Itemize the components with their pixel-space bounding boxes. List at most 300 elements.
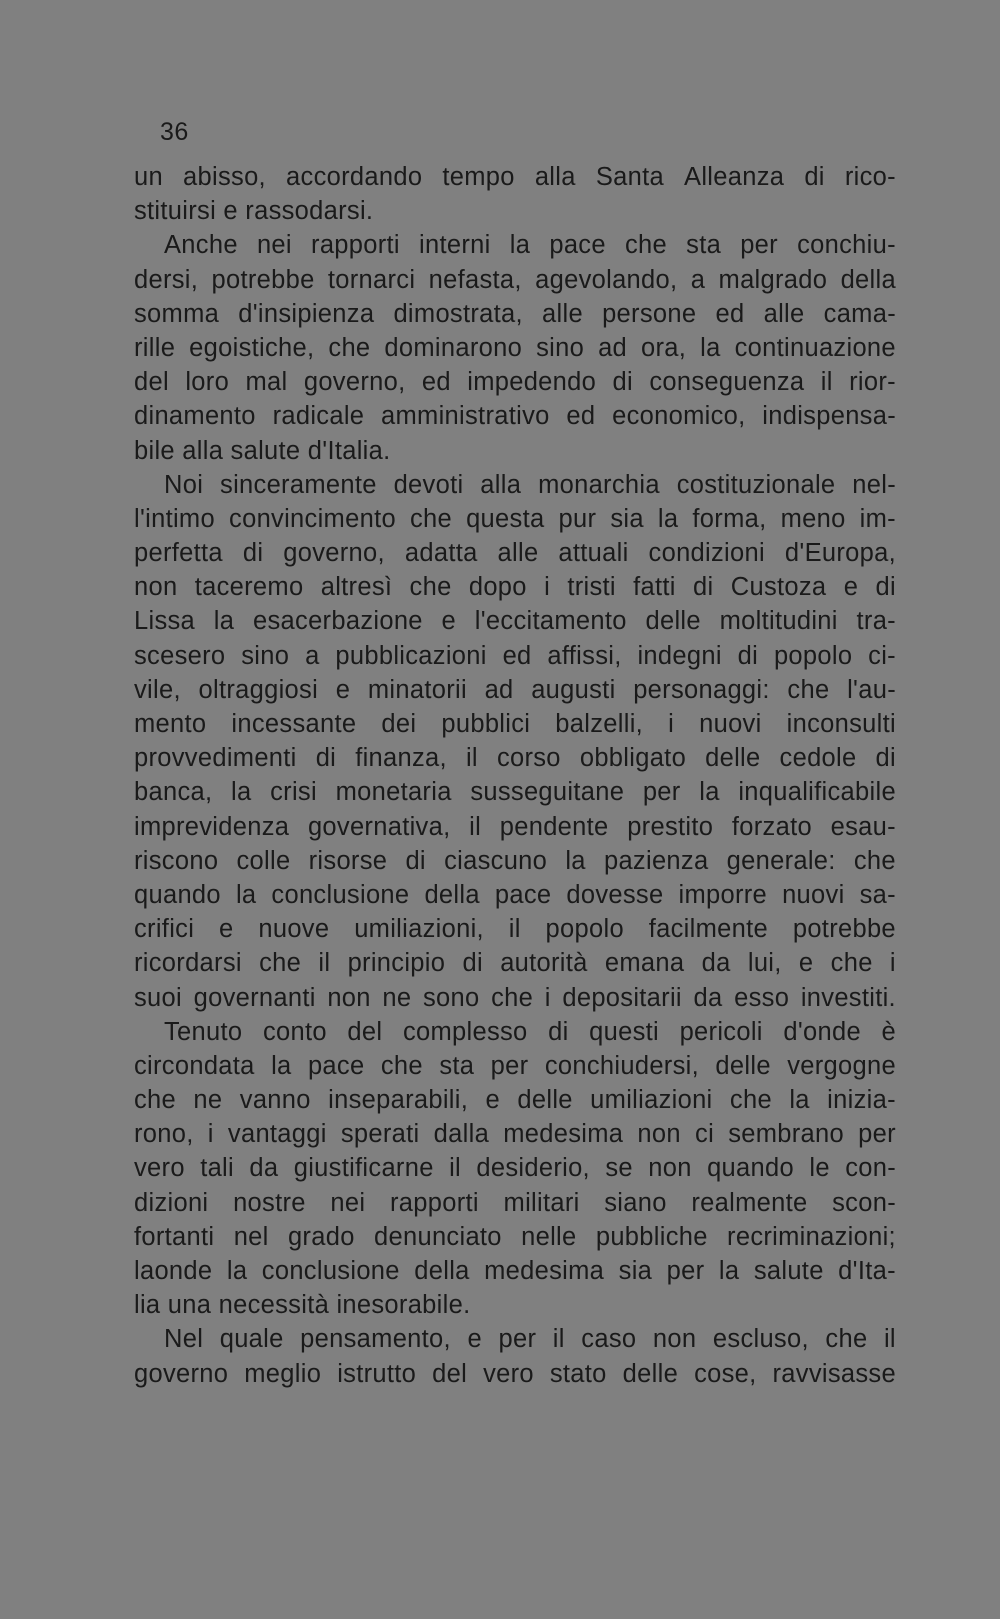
text-line xyxy=(134,365,896,399)
word: ravvisasse xyxy=(772,1359,896,1388)
word: non xyxy=(637,1120,681,1149)
word: e xyxy=(441,607,457,636)
text-line xyxy=(134,1117,896,1151)
word: che xyxy=(825,1325,868,1354)
text-line xyxy=(134,194,896,228)
text-line-content: lia una necessità inesorabile. xyxy=(134,1291,471,1320)
word: recriminazioni; xyxy=(727,1222,896,1251)
word: inqualificabile xyxy=(738,778,896,807)
word: oltraggiosi xyxy=(198,675,319,704)
word: pace xyxy=(307,1051,365,1080)
word: di xyxy=(875,744,896,773)
word: non xyxy=(648,1154,692,1183)
word: sembrano xyxy=(728,1120,844,1149)
word: pace xyxy=(549,231,606,260)
word: che xyxy=(830,949,873,978)
text-line xyxy=(134,1220,896,1254)
word: crisi xyxy=(270,778,317,807)
word: d'onde xyxy=(783,1017,861,1046)
word: augusti xyxy=(531,675,616,704)
word: pur xyxy=(558,504,597,533)
word: Nel xyxy=(164,1325,204,1354)
word: nuovi xyxy=(782,880,845,909)
word: costituzionale xyxy=(676,470,836,499)
word: questi xyxy=(589,1017,659,1046)
text-line xyxy=(134,810,896,844)
word: di xyxy=(875,573,896,602)
word: la xyxy=(657,504,679,533)
word: giustificarne xyxy=(293,1154,434,1183)
word: altresì xyxy=(320,573,393,602)
word: dersi, xyxy=(134,265,199,294)
word: militari xyxy=(503,1188,580,1217)
word: di xyxy=(462,949,483,978)
word: la xyxy=(271,1051,292,1080)
word: laonde xyxy=(134,1257,213,1285)
word: della xyxy=(414,1257,470,1285)
word: popolo xyxy=(773,641,853,670)
word: dei xyxy=(381,710,417,738)
word: alle xyxy=(763,299,805,328)
word: se xyxy=(605,1154,633,1183)
word: Anche xyxy=(164,231,238,260)
word: ne xyxy=(193,1086,223,1115)
word: affissi, xyxy=(547,641,622,670)
word: che xyxy=(491,983,534,1012)
word: rapporti xyxy=(390,1188,479,1217)
page-number: 36 xyxy=(160,118,189,146)
word: egoistiche, xyxy=(189,333,315,362)
word: dominarono xyxy=(384,333,523,362)
word: umiliazioni, xyxy=(354,915,484,944)
word: nostre xyxy=(233,1188,306,1217)
word: di xyxy=(315,744,337,773)
word: agevolando, xyxy=(535,265,678,294)
word: dalla xyxy=(433,1120,490,1149)
text-line-content: stituirsi e rassodarsi. xyxy=(134,197,374,226)
word: d'Ita- xyxy=(838,1257,896,1285)
word: vanno xyxy=(239,1086,311,1115)
word: esau- xyxy=(830,812,896,841)
word: grado xyxy=(287,1222,355,1251)
word: medesima xyxy=(503,1120,624,1149)
word: rior- xyxy=(849,368,896,397)
word: susseguitane xyxy=(470,778,625,807)
word: mento xyxy=(134,710,207,738)
word: pazienza xyxy=(603,846,709,875)
word: per xyxy=(490,1051,529,1080)
word: da xyxy=(693,983,723,1012)
word: di xyxy=(804,163,825,191)
word: dopo xyxy=(468,573,527,602)
word: caso xyxy=(581,1325,637,1354)
word: esso xyxy=(734,983,790,1012)
word: desiderio, xyxy=(476,1154,590,1183)
word: investiti. xyxy=(800,983,896,1012)
word: per xyxy=(666,1257,705,1285)
word: pendente xyxy=(499,812,609,841)
word: loro xyxy=(185,368,230,397)
word: complesso xyxy=(402,1017,528,1046)
word: inconsulti xyxy=(786,710,896,738)
word: sino xyxy=(536,333,585,362)
text-line xyxy=(134,468,896,502)
word: la xyxy=(235,880,257,909)
word: che xyxy=(259,949,302,978)
word: la xyxy=(565,846,586,875)
word: e xyxy=(843,573,859,602)
word: banca, xyxy=(134,778,213,807)
word: e xyxy=(798,949,814,978)
word: i xyxy=(544,983,551,1012)
word: non xyxy=(652,1325,697,1354)
word: tornarci xyxy=(327,265,416,294)
word: governo, xyxy=(303,368,406,397)
word: ci- xyxy=(868,641,896,670)
word: vergogne xyxy=(787,1051,896,1080)
word: salute xyxy=(753,1257,824,1285)
word: la xyxy=(226,1257,248,1285)
word: la xyxy=(699,778,720,807)
word: economico, xyxy=(612,402,746,431)
text-line xyxy=(134,1254,896,1288)
word: nei xyxy=(256,231,292,260)
word: generale: xyxy=(726,846,836,875)
word: impedendo xyxy=(467,368,597,397)
word: governo xyxy=(134,1359,229,1388)
text-line xyxy=(134,981,896,1015)
word: imprevidenza xyxy=(134,812,290,841)
word: amministrativo xyxy=(381,402,550,431)
word: nuove xyxy=(258,915,330,944)
text-line xyxy=(134,263,896,297)
word: perfetta xyxy=(134,539,223,568)
word: la xyxy=(213,607,235,636)
word: Lissa xyxy=(134,607,196,636)
word: abisso, xyxy=(183,163,266,191)
word: che xyxy=(729,1086,772,1115)
word: della xyxy=(424,880,480,909)
word: non xyxy=(327,983,371,1012)
word: medesima xyxy=(484,1257,605,1285)
text-line xyxy=(134,228,896,262)
word: la xyxy=(231,778,252,807)
word: provvedimenti xyxy=(134,744,297,773)
word: interni xyxy=(419,231,491,260)
text-line xyxy=(134,570,896,604)
word: dovesse xyxy=(566,880,664,909)
text-line xyxy=(134,1288,896,1322)
word: monarchia xyxy=(538,470,660,499)
text-line xyxy=(134,639,896,673)
word: tali xyxy=(200,1154,234,1183)
word: nuovi xyxy=(699,710,762,738)
word: cama- xyxy=(823,299,896,328)
word: esacerbazione xyxy=(253,607,423,636)
word: il xyxy=(508,915,521,944)
text-line xyxy=(134,1083,896,1117)
word: crifici xyxy=(134,915,195,944)
word: le xyxy=(809,1154,830,1183)
word: dinamento xyxy=(134,402,256,431)
word: fortanti xyxy=(134,1222,215,1251)
word: meglio xyxy=(244,1359,322,1388)
word: escluso, xyxy=(712,1325,809,1354)
word: rono, xyxy=(134,1120,194,1149)
word: è xyxy=(881,1017,896,1046)
word: principio xyxy=(347,949,446,978)
word: la xyxy=(718,1257,740,1285)
word: del xyxy=(134,368,169,397)
word: prestito xyxy=(627,812,714,841)
word: tristi xyxy=(567,573,616,602)
word: i xyxy=(544,573,551,602)
text-line xyxy=(134,434,896,468)
word: depositarii xyxy=(562,983,682,1012)
text-line xyxy=(134,160,896,194)
word: nel xyxy=(233,1222,269,1251)
word: accordando xyxy=(286,163,423,191)
word: tempo xyxy=(442,163,515,191)
word: i xyxy=(668,710,675,738)
word: conclusione xyxy=(271,880,410,909)
word: d'Europa, xyxy=(784,539,896,568)
word: sta xyxy=(686,231,722,260)
word: malgrado xyxy=(718,265,828,294)
word: finanza, xyxy=(355,744,447,773)
word: che xyxy=(787,675,830,704)
word: alla xyxy=(534,163,576,191)
word: e xyxy=(485,1086,500,1115)
text-line xyxy=(134,946,896,980)
word: Custoza xyxy=(730,573,827,602)
word: continuazione xyxy=(734,333,896,362)
word: ne xyxy=(382,983,412,1012)
word: che xyxy=(624,231,667,260)
word: condizioni xyxy=(648,539,765,568)
word: che xyxy=(409,573,452,602)
word: del xyxy=(347,1017,383,1046)
word: riscono xyxy=(134,846,219,875)
word: dizioni xyxy=(134,1188,209,1217)
text-line xyxy=(134,673,896,707)
word: l'intimo xyxy=(134,504,215,533)
word: un xyxy=(134,163,163,191)
word: inizia- xyxy=(827,1086,896,1115)
word: vantaggi xyxy=(227,1120,327,1149)
word: delle xyxy=(705,744,761,773)
word: scesero xyxy=(134,641,226,670)
word: di xyxy=(548,1017,569,1046)
word: pubblicazioni xyxy=(335,641,487,670)
word: conseguenza xyxy=(649,368,805,397)
word: il xyxy=(883,1325,896,1354)
word: vile, xyxy=(134,675,181,704)
word: delle xyxy=(517,1086,573,1115)
word: delle xyxy=(715,1051,771,1080)
word: i xyxy=(889,949,896,978)
word: per xyxy=(498,1325,537,1354)
word: quando xyxy=(707,1154,794,1183)
text-line xyxy=(134,604,896,638)
word: pace xyxy=(494,880,552,909)
word: minatorii xyxy=(367,675,467,704)
word: alle xyxy=(497,539,539,568)
word: che xyxy=(328,333,371,362)
word: obbligato xyxy=(579,744,687,773)
text-line xyxy=(134,502,896,536)
word: che xyxy=(380,1051,423,1080)
word: taceremo xyxy=(194,573,304,602)
word: delle xyxy=(622,1359,679,1388)
word: di xyxy=(612,368,633,397)
word: im- xyxy=(859,504,896,533)
word: personaggi: xyxy=(633,675,770,704)
word: realmente xyxy=(691,1188,808,1217)
word: rapporti xyxy=(311,231,400,260)
word: il xyxy=(449,1154,461,1183)
word: l'au- xyxy=(847,675,896,704)
word: somma xyxy=(134,299,220,328)
text-line xyxy=(134,775,896,809)
word: colle xyxy=(236,846,291,875)
word: ed xyxy=(715,299,745,328)
word: denunciato xyxy=(374,1222,502,1251)
word: e xyxy=(467,1325,482,1354)
word: forma, xyxy=(692,504,767,533)
word: per xyxy=(740,231,778,260)
word: circondata xyxy=(134,1051,255,1080)
word: popolo xyxy=(545,915,624,944)
word: governo, xyxy=(283,539,385,568)
word: radicale xyxy=(272,402,365,431)
word: quale xyxy=(219,1325,284,1354)
word: alla xyxy=(480,470,522,499)
word: pubbliche xyxy=(595,1222,708,1251)
word: che xyxy=(853,846,896,875)
word: vero xyxy=(483,1359,534,1388)
word: rille xyxy=(134,333,176,362)
text-line xyxy=(134,536,896,570)
word: per xyxy=(858,1120,896,1149)
word: questa xyxy=(466,504,545,533)
word: delle xyxy=(645,607,701,636)
text-line xyxy=(134,1186,896,1220)
word: devoti xyxy=(393,470,464,499)
word: ed xyxy=(421,368,451,397)
word: lui, xyxy=(747,949,782,978)
word: sperati xyxy=(340,1120,420,1149)
word: incessante xyxy=(231,710,357,738)
word: umiliazioni xyxy=(590,1086,713,1115)
word: nelle xyxy=(521,1222,577,1251)
word: e xyxy=(335,675,351,704)
word: imporre xyxy=(678,880,768,909)
word: ciascuno xyxy=(444,846,548,875)
text-line xyxy=(134,707,896,741)
word: stato xyxy=(549,1359,607,1388)
text-line xyxy=(134,1357,896,1391)
word: d'insipienza xyxy=(238,299,375,328)
word: ed xyxy=(502,641,532,670)
word: balzelli, xyxy=(555,710,644,738)
word: ad xyxy=(598,333,628,362)
word: Alleanza xyxy=(684,163,785,191)
word: alle xyxy=(542,299,583,328)
word: il xyxy=(820,368,833,397)
word: pensamento, xyxy=(300,1325,451,1354)
word: conclusione xyxy=(261,1257,400,1285)
word: il xyxy=(552,1325,565,1354)
body-text xyxy=(134,160,896,1391)
word: del xyxy=(432,1359,468,1388)
text-line xyxy=(134,1151,896,1185)
word: da xyxy=(249,1154,279,1183)
text-line xyxy=(134,331,896,365)
word: cose, xyxy=(694,1359,757,1388)
word: la xyxy=(700,333,721,362)
word: a xyxy=(690,265,706,294)
word: il xyxy=(318,949,331,978)
word: mal xyxy=(245,368,288,397)
word: la xyxy=(509,231,531,260)
word: di xyxy=(405,846,426,875)
word: suoi xyxy=(134,983,182,1012)
word: la xyxy=(789,1086,810,1115)
word: ed xyxy=(566,402,596,431)
word: sa- xyxy=(859,880,896,909)
word: Santa xyxy=(595,163,664,191)
word: non xyxy=(134,573,178,602)
word: il xyxy=(465,744,478,773)
word: conchiu- xyxy=(797,231,896,260)
word: adatta xyxy=(404,539,478,568)
word: ricordarsi xyxy=(134,949,242,978)
word: pericoli xyxy=(679,1017,763,1046)
word: nei xyxy=(330,1188,366,1217)
word: attuali xyxy=(558,539,629,568)
word: autorità xyxy=(500,949,588,978)
word: per xyxy=(642,778,681,807)
word: il xyxy=(469,812,482,841)
word: persone xyxy=(602,299,697,328)
word: indegni xyxy=(637,641,722,670)
word: di xyxy=(693,573,714,602)
text-line xyxy=(134,878,896,912)
word: quando xyxy=(134,880,221,909)
word: dimostrata, xyxy=(393,299,523,328)
word: con- xyxy=(845,1154,896,1183)
word: conto xyxy=(262,1017,327,1046)
word: a xyxy=(305,641,320,670)
word: Tenuto xyxy=(164,1017,243,1046)
word: monetaria xyxy=(335,778,452,807)
word: cedole xyxy=(779,744,857,773)
word: sta xyxy=(439,1051,475,1080)
text-line xyxy=(134,844,896,878)
text-line xyxy=(134,1049,896,1083)
word: emana xyxy=(604,949,685,978)
word: nefasta, xyxy=(428,265,522,294)
word: ora, xyxy=(641,333,687,362)
text-line xyxy=(134,399,896,433)
word: risorse xyxy=(308,846,388,875)
word: potrebbe xyxy=(211,265,315,294)
text-line xyxy=(134,741,896,775)
word: moltitudini xyxy=(719,607,838,636)
word: ad xyxy=(484,675,514,704)
word: nel- xyxy=(852,470,896,499)
